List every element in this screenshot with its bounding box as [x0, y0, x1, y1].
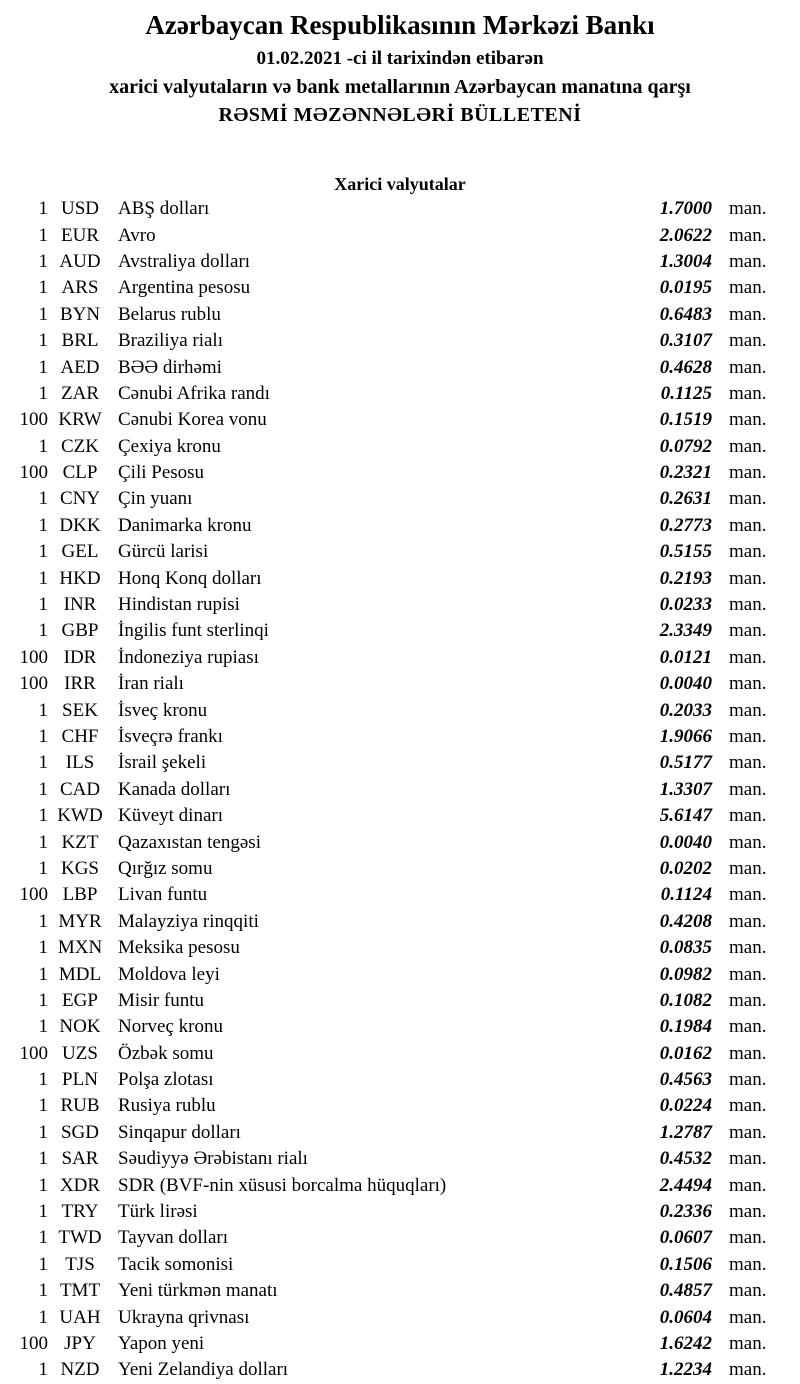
currency-name: Tacik somonisi: [118, 1253, 234, 1275]
currency-quantity: 1: [38, 1148, 48, 1170]
currency-quantity: 1: [38, 1016, 48, 1038]
currency-name: Honq Konq dolları: [118, 567, 262, 589]
rate-value: 0.0224: [659, 1095, 712, 1117]
rate-value: 5.6147: [659, 805, 712, 827]
table-row: [0, 222, 800, 248]
unit-label: man.: [729, 1016, 767, 1038]
currency-code: IRR: [64, 673, 96, 695]
table-row: [0, 1014, 800, 1040]
currency-code: IDR: [63, 646, 97, 668]
effective-date-line: 01.02.2021 -ci il tarixindən etibarən: [256, 48, 544, 69]
rate-value: 2.3349: [659, 620, 712, 642]
table-row: [0, 275, 800, 301]
currency-code: RUB: [60, 1095, 100, 1117]
currency-code: INR: [63, 594, 97, 616]
table-row: [0, 988, 800, 1014]
currency-name: Hindistan rupisi: [118, 594, 240, 616]
unit-label: man.: [729, 356, 767, 378]
currency-name: Ukrayna qrivnası: [118, 1306, 250, 1328]
unit-label: man.: [729, 303, 767, 325]
rate-value: 0.0982: [659, 963, 712, 985]
currency-quantity: 1: [38, 541, 48, 563]
table-row: [0, 328, 800, 354]
currency-code: AUD: [59, 250, 101, 272]
rate-value: 0.0040: [659, 673, 712, 695]
currency-quantity: 1: [38, 435, 48, 457]
rate-value: 0.0202: [659, 857, 712, 879]
currency-code: USD: [60, 198, 99, 220]
currency-name: Sinqapur dolları: [118, 1121, 241, 1143]
rate-value: 0.1125: [660, 382, 712, 404]
rate-value: 0.6483: [659, 303, 712, 325]
currency-quantity: 1: [38, 1306, 48, 1328]
currency-code: DKK: [59, 514, 101, 536]
currency-quantity: 1: [38, 1095, 48, 1117]
table-row: [0, 1120, 800, 1146]
currency-code: MXN: [57, 937, 103, 959]
currency-quantity: 1: [38, 989, 48, 1011]
currency-code: UZS: [62, 1042, 98, 1064]
unit-label: man.: [729, 963, 767, 985]
rate-value: 0.3107: [659, 330, 712, 352]
currency-name: Argentina pesosu: [118, 277, 251, 299]
currency-quantity: 1: [38, 1121, 48, 1143]
currency-name: Belarus rublu: [118, 303, 221, 325]
table-row: [0, 1331, 800, 1357]
currency-code: GEL: [61, 541, 99, 563]
rate-value: 0.0040: [659, 831, 712, 853]
currency-code: KZT: [61, 831, 99, 853]
currency-code: SEK: [62, 699, 98, 721]
currency-quantity: 1: [38, 330, 48, 352]
currency-quantity: 1: [38, 1069, 48, 1091]
currency-name: Çili Pesosu: [118, 462, 205, 484]
currency-code: NZD: [60, 1359, 100, 1381]
currency-code: CLP: [62, 462, 98, 484]
currency-quantity: 1: [38, 1280, 48, 1302]
currency-name: İsveç kronu: [118, 699, 208, 721]
currency-name: Cənubi Korea vonu: [118, 409, 267, 431]
currency-quantity: 1: [38, 937, 48, 959]
currency-name: ABŞ dolları: [118, 198, 210, 220]
currency-name: Yapon yeni: [118, 1332, 205, 1354]
currency-code: BRL: [61, 330, 99, 352]
currency-code: EUR: [61, 224, 99, 246]
table-row: [0, 1199, 800, 1225]
rate-value: 0.2321: [659, 462, 712, 484]
currency-code: CNY: [59, 488, 101, 510]
table-row: [0, 565, 800, 591]
currency-name: Özbək somu: [118, 1042, 214, 1064]
rate-value: 0.0604: [659, 1306, 712, 1328]
currency-quantity: 1: [38, 910, 48, 932]
currency-quantity: 1: [38, 726, 48, 747]
currency-code: LBP: [62, 884, 98, 906]
currency-quantity: 1: [38, 831, 48, 853]
currency-quantity: 1: [38, 382, 48, 404]
unit-label: man.: [729, 1042, 767, 1064]
rate-value: 1.7000: [659, 198, 712, 220]
unit-label: man.: [729, 514, 767, 536]
currency-name: BƏƏ dirhəmi: [118, 356, 222, 378]
unit-label: man.: [729, 1253, 767, 1275]
rate-value: 0.1082: [659, 989, 712, 1011]
table-row: [0, 302, 800, 328]
currency-code: AED: [60, 356, 100, 378]
currency-name: Moldova leyi: [118, 963, 220, 985]
table-row: [0, 381, 800, 407]
table-row: [0, 882, 800, 908]
table-row: [0, 249, 800, 275]
currency-quantity: 1: [38, 805, 48, 827]
unit-label: man.: [729, 409, 767, 431]
unit-label: man.: [729, 989, 767, 1011]
currency-quantity: 1: [38, 1227, 48, 1249]
rate-value: 0.0233: [659, 594, 712, 616]
currency-quantity: 1: [38, 250, 48, 272]
unit-label: man.: [729, 910, 767, 932]
unit-label: man.: [729, 752, 767, 774]
table-row: [0, 434, 800, 460]
rate-value: 0.4208: [659, 910, 712, 932]
table-row: [0, 803, 800, 829]
currency-quantity: 1: [38, 224, 48, 246]
currency-name: Səudiyyə Ərəbistanı rialı: [118, 1148, 308, 1170]
unit-label: man.: [729, 831, 767, 853]
currency-quantity: 1: [38, 356, 48, 378]
currency-name: Danimarka kronu: [118, 514, 252, 536]
currency-code: KWD: [57, 805, 103, 827]
unit-label: man.: [729, 250, 767, 272]
currency-code: MDL: [58, 963, 102, 985]
rate-value: 0.2193: [659, 567, 712, 589]
table-row: [0, 592, 800, 618]
currency-quantity: 1: [38, 778, 48, 800]
table-row: [0, 1172, 800, 1198]
currency-quantity: 100: [19, 409, 48, 431]
rate-value: 0.0607: [659, 1227, 712, 1249]
unit-label: man.: [729, 884, 767, 906]
rate-value: 0.5155: [659, 541, 712, 563]
rate-value: 0.1984: [659, 1016, 712, 1038]
currency-quantity: 1: [38, 699, 48, 721]
bank-title: Azərbaycan Respublikasının Mərkəzi Bankı: [145, 10, 655, 40]
currency-code: CZK: [61, 435, 99, 457]
rate-value: 1.3004: [659, 250, 712, 272]
table-row: [0, 618, 800, 644]
unit-label: man.: [729, 567, 767, 589]
currency-name: İngilis funt sterlinqi: [118, 620, 269, 642]
currency-quantity: 1: [38, 752, 48, 774]
currency-code: TWD: [58, 1227, 102, 1249]
currency-quantity: 1: [38, 488, 48, 510]
rate-value: 0.0835: [659, 937, 712, 959]
table-row: [0, 829, 800, 855]
currency-name: Qazaxıstan tengəsi: [118, 831, 261, 853]
currency-quantity: 1: [38, 1359, 48, 1381]
unit-label: man.: [729, 1095, 767, 1117]
currency-code: ILS: [65, 752, 95, 774]
unit-label: man.: [729, 1332, 767, 1354]
currency-name: İran rialı: [118, 673, 184, 695]
rate-value: 0.1519: [659, 409, 712, 431]
unit-label: man.: [729, 1280, 767, 1302]
rate-value: 1.3307: [659, 778, 712, 800]
unit-label: man.: [729, 937, 767, 959]
currency-code: TMT: [59, 1280, 101, 1302]
currency-quantity: 1: [38, 198, 48, 220]
currency-code: KGS: [60, 857, 99, 879]
table-row: [0, 1225, 800, 1251]
document-header: [0, 0, 800, 129]
currency-quantity: 1: [38, 1253, 48, 1275]
rate-value: 0.0195: [659, 277, 712, 299]
currency-code: CHF: [61, 726, 99, 747]
unit-label: man.: [729, 620, 767, 642]
unit-label: man.: [729, 857, 767, 879]
rates-table: [0, 196, 800, 1384]
table-row: [0, 645, 800, 671]
rate-value: 0.2631: [659, 488, 712, 510]
unit-label: man.: [729, 594, 767, 616]
currency-name: Misir funtu: [118, 989, 205, 1011]
section-title-foreign-currencies: Xarici valyutalar: [334, 174, 466, 194]
table-row: [0, 697, 800, 723]
currency-name: Braziliya rialı: [118, 330, 223, 352]
currency-code: EGP: [62, 989, 98, 1011]
currency-quantity: 100: [19, 646, 48, 668]
currency-name: Qırğız somu: [118, 857, 213, 879]
rate-value: 0.0162: [659, 1042, 712, 1064]
currency-code: UAH: [59, 1306, 101, 1328]
currency-quantity: 1: [38, 594, 48, 616]
rate-value: 1.2234: [659, 1359, 712, 1381]
currency-code: NOK: [59, 1016, 101, 1038]
table-row: [0, 1252, 800, 1278]
table-row: [0, 671, 800, 697]
table-row: [0, 750, 800, 776]
unit-label: man.: [729, 1069, 767, 1091]
table-row: [0, 539, 800, 565]
rate-value: 1.9066: [659, 726, 712, 747]
table-row: [0, 724, 800, 750]
header-subtitle: xarici valyutaların və bank metallarının Azərbaycan manatına qarşı: [109, 76, 691, 98]
unit-label: man.: [729, 1359, 767, 1381]
currency-name: Gürcü larisi: [118, 541, 209, 563]
table-row: [0, 513, 800, 539]
unit-label: man.: [729, 1174, 767, 1196]
currency-name: Livan funtu: [118, 884, 208, 906]
currency-name: Türk lirəsi: [118, 1201, 198, 1223]
table-row: [0, 777, 800, 803]
currency-code: JPY: [64, 1332, 96, 1354]
unit-label: man.: [729, 1306, 767, 1328]
unit-label: man.: [729, 330, 767, 352]
rate-value: 1.6242: [659, 1332, 712, 1354]
currency-quantity: 1: [38, 963, 48, 985]
currency-code: PLN: [62, 1069, 98, 1091]
currency-name: Tayvan dolları: [118, 1227, 228, 1249]
unit-label: man.: [729, 462, 767, 484]
table-row: [0, 196, 800, 222]
currency-quantity: 1: [38, 514, 48, 536]
currency-quantity: 1: [38, 303, 48, 325]
currency-code: TRY: [61, 1201, 99, 1223]
table-row: [0, 1093, 800, 1119]
rate-value: 0.5177: [659, 752, 712, 774]
table-row: [0, 935, 800, 961]
rate-value: 0.1124: [660, 884, 712, 906]
currency-quantity: 1: [38, 1174, 48, 1196]
unit-label: man.: [729, 198, 767, 220]
table-row: [0, 909, 800, 935]
currency-quantity: 100: [19, 884, 48, 906]
currency-name: Avro: [118, 224, 156, 246]
table-row: [0, 961, 800, 987]
currency-name: Malayziya rinqqiti: [118, 910, 259, 932]
currency-name: Avstraliya dolları: [118, 250, 251, 272]
currency-name: Meksika pesosu: [118, 937, 240, 959]
currency-code: HKD: [59, 567, 101, 589]
table-row: [0, 1304, 800, 1330]
unit-label: man.: [729, 1227, 767, 1249]
table-row: [0, 856, 800, 882]
currency-quantity: 100: [19, 673, 48, 695]
currency-name: Yeni türkmən manatı: [118, 1280, 278, 1302]
unit-label: man.: [729, 435, 767, 457]
currency-name: Cənubi Afrika randı: [118, 382, 270, 404]
unit-label: man.: [729, 488, 767, 510]
table-row: [0, 486, 800, 512]
currency-name: Polşa zlotası: [118, 1069, 214, 1091]
currency-code: ZAR: [61, 382, 99, 404]
unit-label: man.: [729, 805, 767, 827]
currency-quantity: 1: [38, 567, 48, 589]
currency-code: TJS: [65, 1253, 95, 1275]
currency-name: İndoneziya rupiası: [118, 646, 259, 668]
currency-quantity: 100: [19, 1042, 48, 1064]
unit-label: man.: [729, 277, 767, 299]
unit-label: man.: [729, 1121, 767, 1143]
currency-quantity: 100: [19, 1332, 48, 1354]
currency-name: İsveçrə frankı: [118, 726, 223, 747]
table-row: [0, 407, 800, 433]
unit-label: man.: [729, 1201, 767, 1223]
currency-code: SAR: [61, 1148, 99, 1170]
rate-value: 0.4857: [659, 1280, 712, 1302]
rate-value: 0.2033: [659, 699, 712, 721]
currency-code: KRW: [58, 409, 102, 431]
rate-value: 0.4628: [659, 356, 712, 378]
table-row: [0, 1146, 800, 1172]
rate-value: 0.0792: [659, 435, 712, 457]
rate-value: 0.4563: [659, 1069, 712, 1091]
currency-name: Rusiya rublu: [118, 1095, 216, 1117]
currency-code: MYR: [58, 910, 102, 932]
currency-name: İsrail şekeli: [118, 752, 207, 774]
unit-label: man.: [729, 1148, 767, 1170]
rate-value: 0.2773: [659, 514, 712, 536]
table-row: [0, 460, 800, 486]
currency-name: Norveç kronu: [118, 1016, 223, 1038]
currency-quantity: 100: [19, 462, 48, 484]
currency-name: SDR (BVF-nin xüsusi borcalma hüquqları): [118, 1174, 447, 1196]
table-row: [0, 1357, 800, 1383]
rate-value: 0.4532: [659, 1148, 712, 1170]
currency-code: GBP: [61, 620, 99, 642]
unit-label: man.: [729, 673, 767, 695]
table-row: [0, 1067, 800, 1093]
table-row: [0, 354, 800, 380]
rate-value: 0.1506: [659, 1253, 712, 1275]
bulletin-title: RƏSMİ MƏZƏNNƏLƏRİ BÜLLETENİ: [218, 104, 582, 126]
unit-label: man.: [729, 541, 767, 563]
unit-label: man.: [729, 224, 767, 246]
currency-code: SGD: [60, 1121, 99, 1143]
currency-code: CAD: [59, 778, 101, 800]
currency-name: Çexiya kronu: [118, 435, 221, 457]
table-row: [0, 1278, 800, 1304]
rate-value: 0.0121: [659, 646, 712, 668]
currency-name: Küveyt dinarı: [118, 805, 224, 827]
currency-code: BYN: [59, 303, 101, 325]
rate-value: 1.2787: [659, 1121, 712, 1143]
currency-code: ARS: [61, 277, 99, 299]
unit-label: man.: [729, 699, 767, 721]
currency-code: XDR: [59, 1174, 101, 1196]
currency-name: Yeni Zelandiya dolları: [118, 1359, 289, 1381]
rate-value: 2.0622: [659, 224, 712, 246]
table-row: [0, 1041, 800, 1067]
rate-value: 2.4494: [659, 1174, 712, 1196]
currency-quantity: 1: [38, 277, 48, 299]
currency-quantity: 1: [38, 1201, 48, 1223]
rate-value: 0.2336: [659, 1201, 712, 1223]
currency-name: Kanada dolları: [118, 778, 231, 800]
unit-label: man.: [729, 646, 767, 668]
unit-label: man.: [729, 382, 767, 404]
currency-quantity: 1: [38, 620, 48, 642]
currency-name: Çin yuanı: [118, 488, 193, 510]
unit-label: man.: [729, 778, 767, 800]
unit-label: man.: [729, 726, 767, 747]
currency-quantity: 1: [38, 857, 48, 879]
